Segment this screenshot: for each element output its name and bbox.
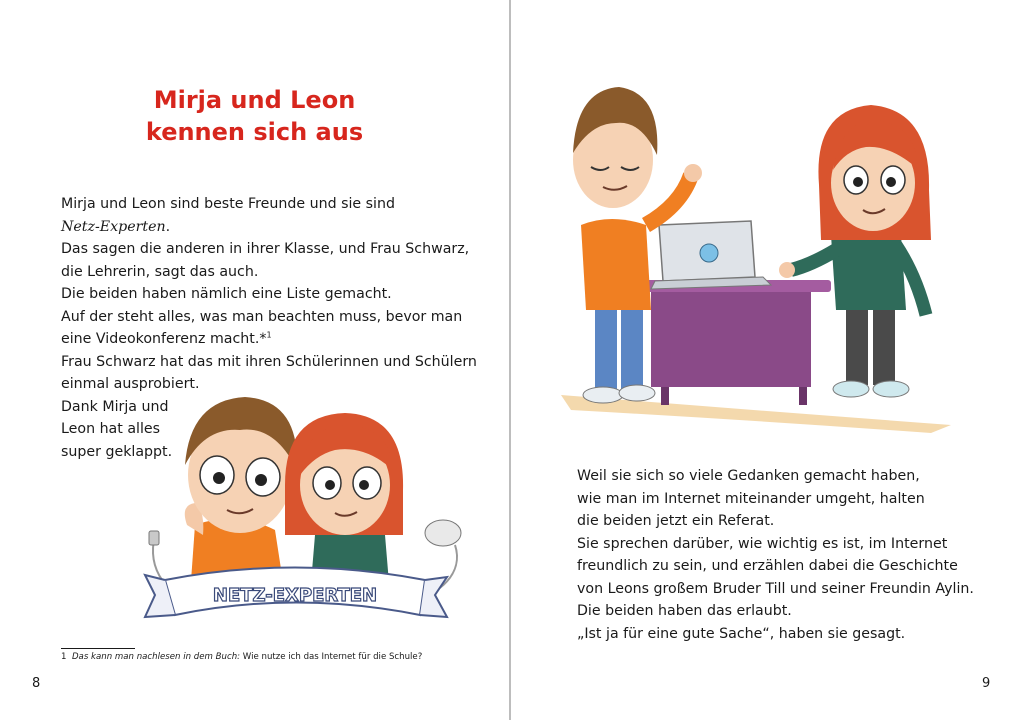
text-line: von Leons großem Bruder Till und seiner Freundin Aylin. bbox=[577, 580, 974, 597]
text-line: Sie sprechen darüber, wie wichtig es ist, im Internet bbox=[577, 535, 948, 552]
banner-label: NETZ-EXPERTEN bbox=[212, 585, 378, 606]
footnote-italic: Das kann man nachlesen in dem Buch: bbox=[71, 652, 241, 662]
text-line: wie man im Internet miteinander umgeht, halten bbox=[577, 490, 925, 507]
text-line: Frau Schwarz hat das mit ihren Schülerinnen und Schülern bbox=[61, 353, 477, 370]
left-page bbox=[0, 0, 509, 720]
text-line: Auf der steht alles, was man beachten muss, bevor man bbox=[61, 308, 463, 325]
text-line: die beiden jetzt ein Referat. bbox=[577, 513, 775, 529]
page-title bbox=[0, 84, 509, 148]
text-line: super geklappt. bbox=[61, 443, 173, 460]
text-line bbox=[61, 216, 477, 239]
text-line: Weil sie sich so viele Gedanken gemacht haben, bbox=[577, 468, 920, 484]
footnote-number: 1 bbox=[61, 652, 67, 662]
text-line: Dank Mirja und bbox=[61, 398, 169, 415]
right-body-text bbox=[577, 465, 974, 645]
text-line: freundlich zu sein, und erzählen dabei die Geschichte bbox=[577, 558, 958, 574]
presentation-illustration bbox=[551, 75, 971, 435]
page-number-left: 8 bbox=[32, 676, 41, 691]
title-line-1: Mirja und Leon bbox=[153, 86, 356, 114]
period: . bbox=[165, 218, 171, 235]
netz-experten-illustration bbox=[135, 385, 475, 645]
footnote bbox=[61, 652, 422, 662]
footnote-ref[interactable]: 1 bbox=[266, 330, 272, 340]
footnote-divider bbox=[61, 648, 135, 649]
text-line bbox=[61, 328, 477, 351]
right-page bbox=[511, 0, 1020, 720]
page-number-right: 9 bbox=[982, 676, 991, 691]
netz-experten-term: Netz-Experten bbox=[61, 218, 166, 235]
text-line: Mirja und Leon sind beste Freunde und sie sind bbox=[61, 196, 396, 212]
text-span: eine Videokonferenz macht.* bbox=[61, 331, 267, 347]
text-line: Die beiden haben das erlaubt. bbox=[577, 603, 792, 619]
text-line: einmal ausprobiert. bbox=[61, 376, 200, 392]
title-line-2: kennen sich aus bbox=[145, 118, 364, 146]
footnote-text: Wie nutze ich das Internet für die Schule? bbox=[240, 652, 423, 662]
text-line: die Lehrerin, sagt das auch. bbox=[61, 263, 259, 280]
text-line: Leon hat alles bbox=[61, 421, 161, 437]
text-line: Das sagen die anderen in ihrer Klasse, und Frau Schwarz, bbox=[61, 241, 470, 257]
text-line: „Ist ja für eine gute Sache“, haben sie gesagt. bbox=[577, 625, 906, 642]
text-line: Die beiden haben nämlich eine Liste gemacht. bbox=[61, 286, 392, 302]
